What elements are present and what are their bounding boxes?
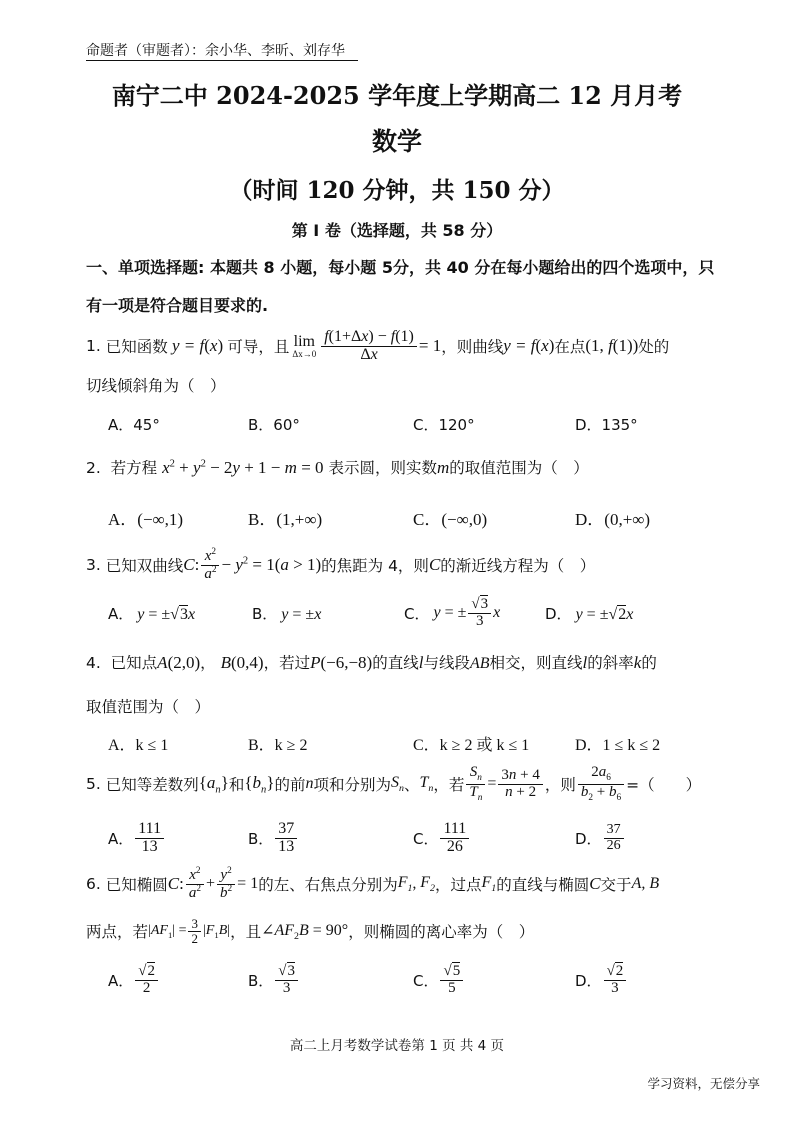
author-underline — [86, 60, 358, 61]
question-6-line-2: 两点，若 $|AF_1|$ = $\frac{3}{2}$ $|F_1B|$ ，且 $\angle AF_2B = 90^\circ$ ，则椭圆的离心率为（ ） — [86, 915, 535, 946]
q3-option-b[interactable]: B． y = ±x — [252, 605, 322, 623]
question-4-line-2: 取值范围为（ ） — [86, 698, 211, 716]
section-instructions-2: 有一项是符合题目要求的. — [86, 296, 269, 315]
q2-option-a[interactable]: A．(−∞,1) — [108, 510, 184, 529]
q6-option-a[interactable]: A． $\frac{√2}{2}$ — [108, 958, 160, 1002]
q4-option-c[interactable]: C．k ≥ 2 或 k ≤ 1 — [413, 737, 530, 754]
q2-option-c[interactable]: C．(−∞,0) — [413, 510, 488, 529]
question-number: 6. — [86, 875, 101, 893]
math-expr: $x^2 + y^2 - 2y + 1 - m = 0$ — [162, 458, 324, 477]
q6-option-b[interactable]: B． $\frac{√3}{3}$ — [248, 958, 300, 1002]
question-number: 5. — [86, 775, 101, 793]
q2-option-b[interactable]: B．(1,+∞) — [248, 510, 323, 529]
q1-option-c[interactable]: C．120° — [413, 416, 475, 434]
q5-option-d[interactable]: D． $\frac{37}{26}$ — [575, 818, 626, 858]
q6-option-c[interactable]: C． $\frac{√5}{5}$ — [413, 958, 465, 1002]
question-1-line-1: 1. 已知函数 y = f ( x ) 可导，且 lim Δx→0 $\frac{f(1+\Delta x) - f(1)}{\Delta x}$ = 1 ，则曲线 y = f ( x ) 在点 (1, f(1)) 处的 — [86, 327, 670, 363]
q3-option-a[interactable]: A． y = ±√3x — [108, 605, 196, 623]
question-number: 3. — [86, 556, 101, 574]
math-expr: C — [183, 555, 195, 574]
q4-option-b[interactable]: B．k ≥ 2 — [248, 737, 308, 754]
question-number: 2. — [86, 459, 101, 477]
question-6-line-1: 6. 已知椭圆 C : $\frac{x^2}{a^2}$ + $\frac{y^2}{b^2}$ = 1 的左、右焦点分别为 $F_1$ , $F_2$ ，过点 $F_1$ 的直线与椭圆 C 交于 A, B — [86, 865, 660, 901]
question-number: 4. — [86, 654, 101, 672]
exam-title: 南宁二中 2024-2025 学年度上学期高二 12 月月考 — [111, 81, 683, 110]
section-instructions-1: 一、单项选择题: 本题共 8 小题，每小题 5分，共 40 分在每小题给出的四个选项中，只 — [86, 258, 715, 277]
q5-option-c[interactable]: C． $\frac{111}{26}$ — [413, 818, 471, 858]
limit-fraction: $\frac{f(1+\Delta x) - f(1)}{\Delta x}$ — [321, 329, 417, 364]
q1-option-a[interactable]: A．45° — [108, 416, 160, 434]
q6-option-d[interactable]: D． $\frac{√2}{3}$ — [575, 958, 628, 1002]
question-1-line-2: 切线倾斜角为（ ） — [86, 377, 226, 395]
q2-option-d[interactable]: D．(0,+∞) — [575, 510, 651, 529]
q1-option-d[interactable]: D．135° — [575, 416, 638, 434]
q3-option-c[interactable]: C． y = ± $\frac{√3}{3}$ x — [404, 595, 501, 629]
limit-symbol: lim Δx→0 — [292, 332, 317, 359]
math-expr: y = f — [503, 336, 536, 355]
author-line: 命题者（审题者）：余小华、李昕、刘存华 — [86, 43, 345, 59]
math-expr: (1, f(1)) — [585, 336, 639, 355]
question-3-line-1: 3. 已知双曲线 C : $\frac{x^2}{a^2}$ − $y^2 = 1(a > 1)$ 的焦距为 4，则 C 的渐近线方程为（ ） — [86, 546, 596, 582]
q4-option-d[interactable]: D．1 ≤ k ≤ 2 — [575, 737, 661, 754]
page-footer: 高二上月考数学试卷第 1 页 共 4 页 — [289, 1038, 505, 1054]
q5-option-b[interactable]: B． $\frac{37}{13}$ — [248, 818, 299, 858]
q3-option-d[interactable]: D． y = ±√2x — [545, 605, 634, 623]
question-4-line-1: 4. 已知点A(2,0)， B(0,4)，若过P(−6,−8)的直线l与线段AB相交，则直线l的斜率k的 — [86, 653, 657, 672]
question-number: 1. — [86, 337, 101, 355]
q5-option-a[interactable]: A． $\frac{111}{13}$ — [108, 818, 166, 858]
q4-option-a[interactable]: A．k ≤ 1 — [108, 737, 169, 754]
question-5-line-1: 5. 已知等差数列 $\{a_n\}$ 和 $\{b_n\}$ 的前 n 项和分别为 $S_n$ 、 $T_n$ ，若 $\frac{S_n}{T_n}$ = $\frac{3n + 4}{n + 2}$ ，则 $\frac{2a_6}{b_2 + b_6}$ =（ ） — [86, 763, 702, 803]
question-2-line-1: 2. 若方程 $x^2 + y^2 - 2y + 1 - m = 0$ 表示圆，则实数m的取值范围为（ ） — [86, 458, 589, 477]
exam-time: （时间 120 分钟，共 150 分） — [229, 177, 565, 204]
volume-heading: 第 Ⅰ 卷（选择题，共 58 分） — [291, 221, 503, 240]
watermark-text: 学习资料，无偿分享 — [647, 1076, 760, 1091]
math-expr: y = f — [167, 336, 205, 355]
q1-option-b[interactable]: B．60° — [248, 416, 300, 434]
subject-title: 数学 — [371, 127, 422, 156]
